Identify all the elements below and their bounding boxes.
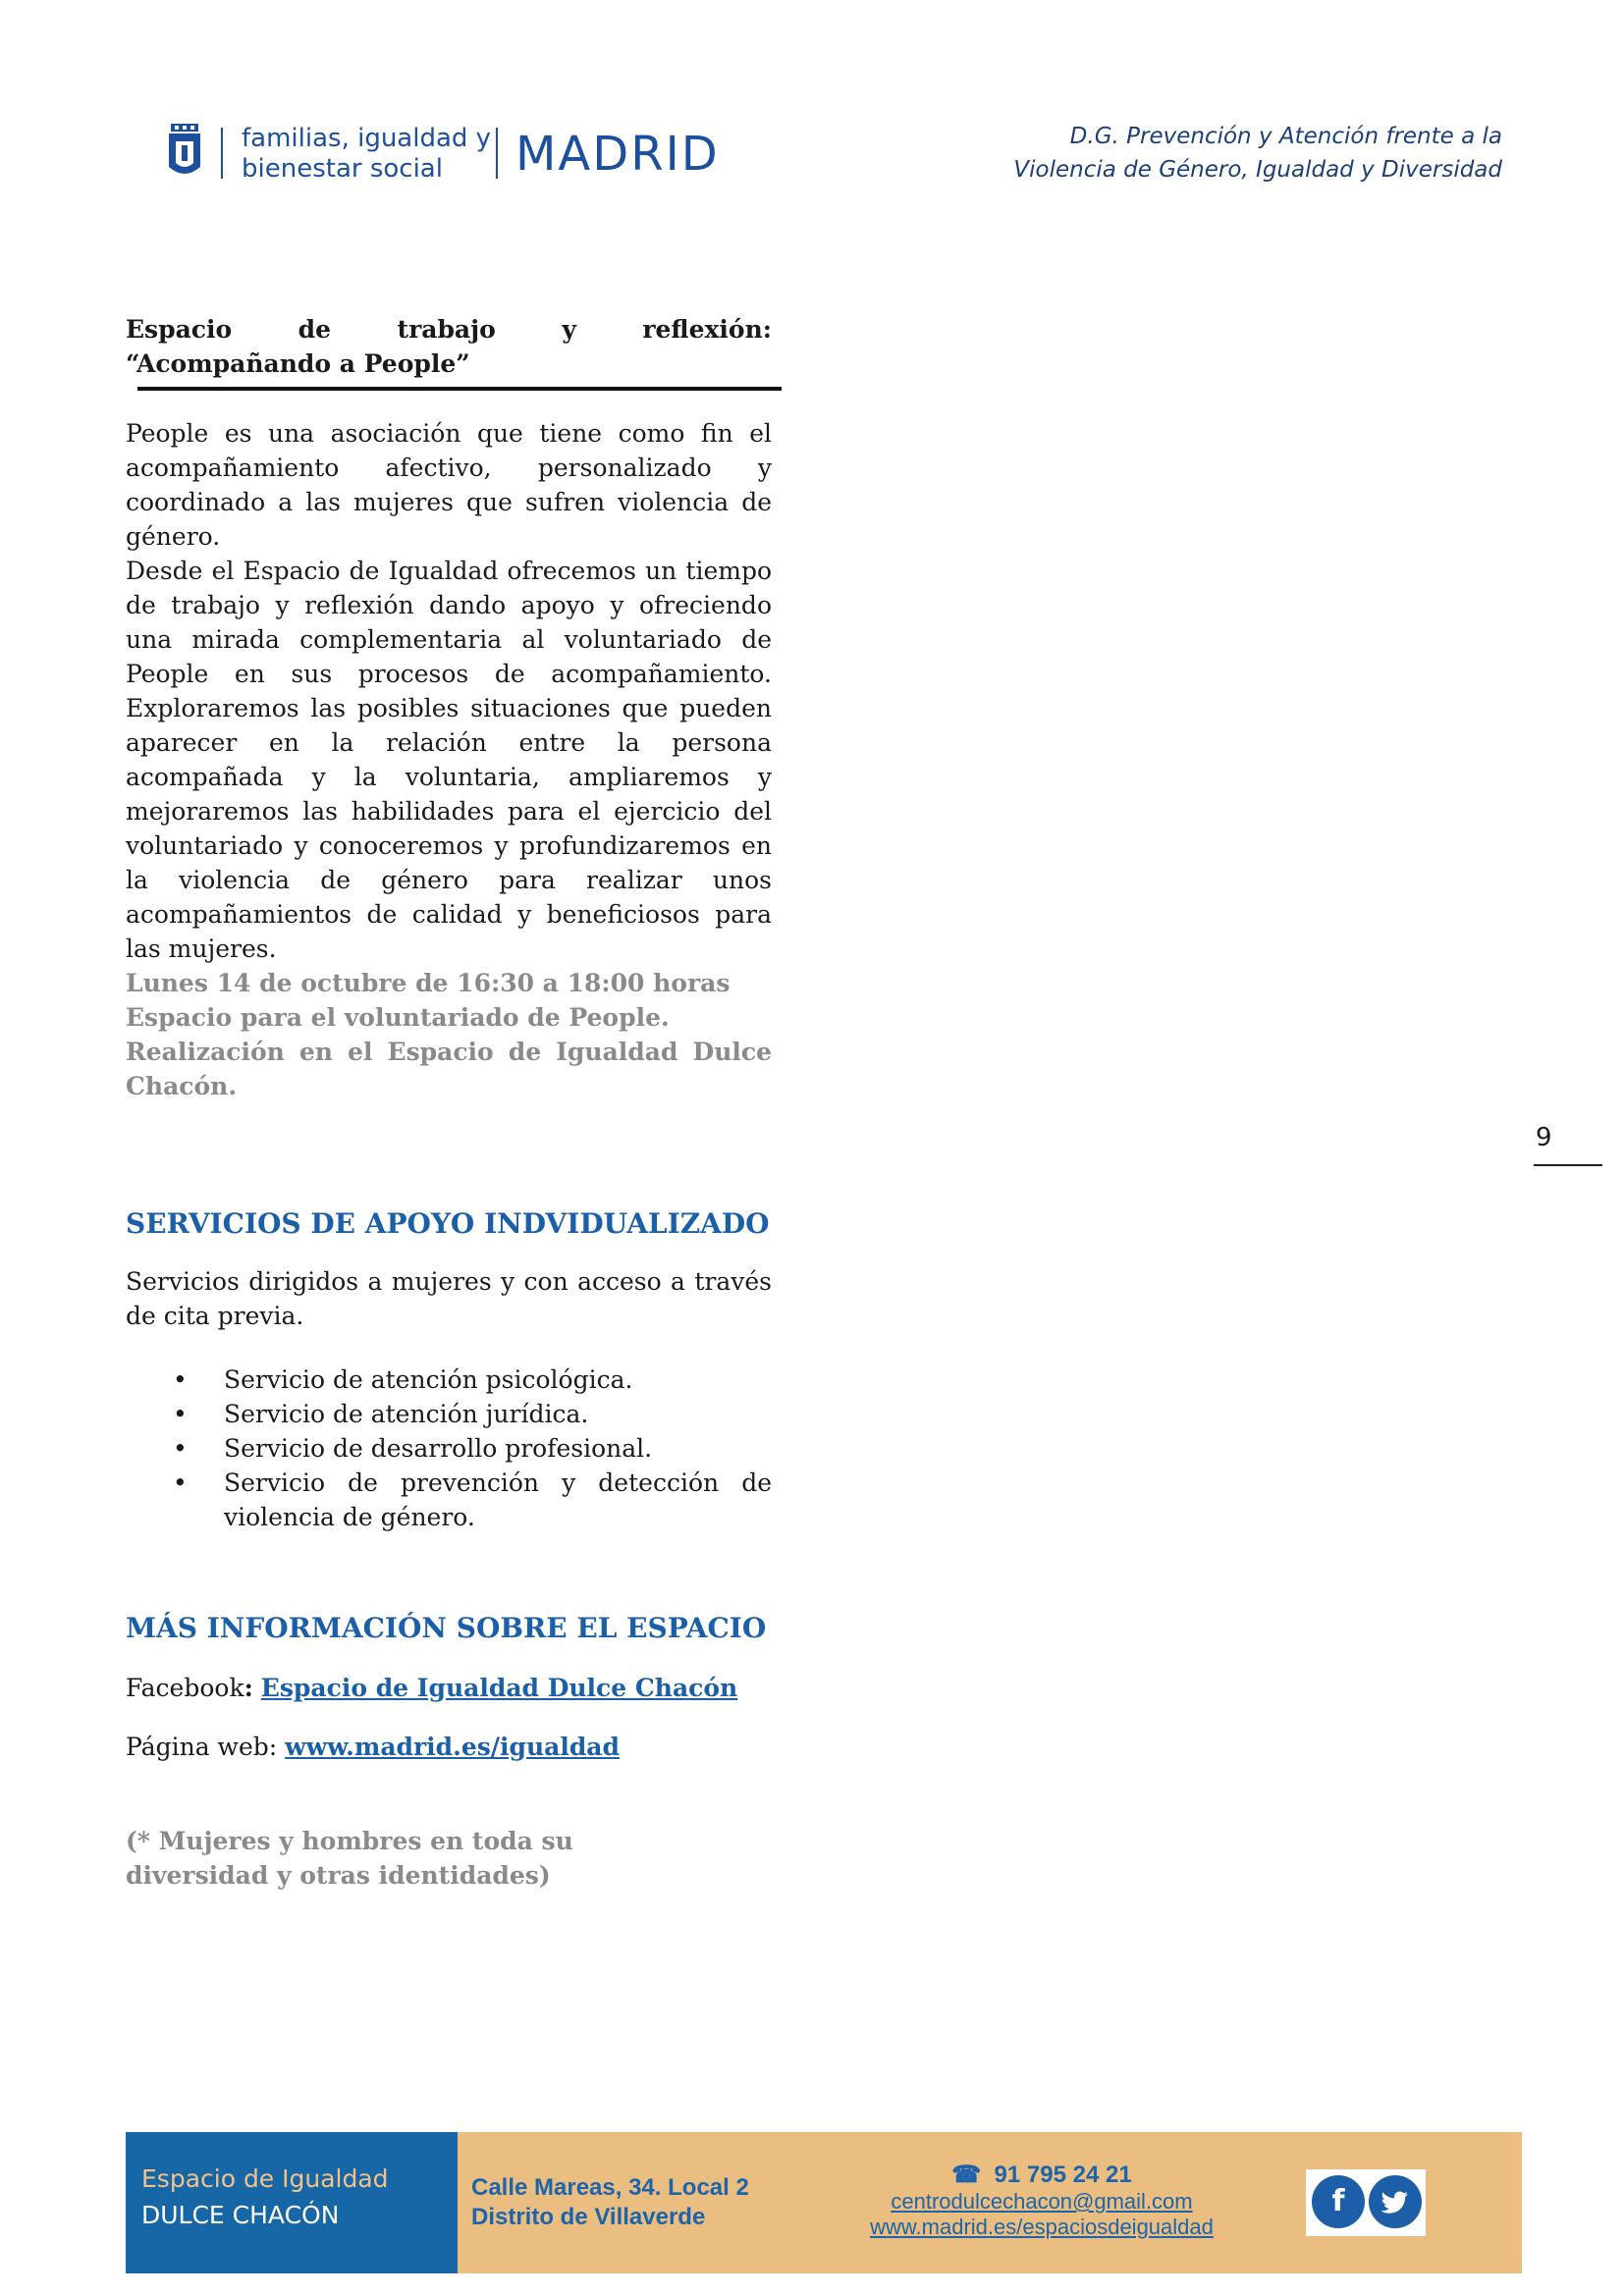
- footer-address-line2: Distrito de Villaverde: [471, 2204, 706, 2230]
- logo-city-name: MADRID: [515, 127, 720, 182]
- footer-phone: [791, 2162, 1292, 2189]
- footer-address: [458, 2132, 791, 2273]
- organization-name: [1013, 120, 1502, 187]
- logo-department-text: [242, 124, 491, 185]
- facebook-colon: :: [244, 1674, 253, 1702]
- activity-title-line2: “Acompañando a People”: [126, 349, 470, 378]
- title-word: y: [562, 315, 576, 344]
- footer-brand-line1: Espacio de Igualdad: [141, 2164, 389, 2193]
- social-icons: [1306, 2169, 1426, 2236]
- footer-brand: [126, 2132, 458, 2273]
- logo-divider: [496, 128, 498, 179]
- diversity-note: (* Mujeres y hombres en toda su diversidad y otras identidades): [126, 1827, 573, 1890]
- services-intro: Servicios dirigidos a mujeres y con acceso a través de cita previa.: [126, 1267, 772, 1330]
- title-word: trabajo: [397, 315, 496, 344]
- footer-website-link[interactable]: www.madrid.es/espaciosdeigualdad: [870, 2215, 1214, 2239]
- activity-description: [126, 416, 772, 1103]
- facebook-icon[interactable]: f: [1312, 2175, 1365, 2228]
- page-number: 9: [1536, 1123, 1552, 1152]
- activity-audience: Espacio para el voluntariado de People.: [126, 1003, 670, 1032]
- twitter-icon[interactable]: [1369, 2175, 1422, 2228]
- organization-line2: Violencia de Género, Igualdad y Diversidad: [1013, 157, 1502, 183]
- madrid-coat-of-arms-icon: [167, 124, 202, 181]
- website-link[interactable]: www.madrid.es/igualdad: [285, 1733, 620, 1761]
- facebook-row: [126, 1671, 772, 1705]
- list-item: • Servicio de atención psicológica.: [126, 1362, 772, 1397]
- list-item: • Servicio de prevención y detección de violencia de género.: [126, 1466, 772, 1534]
- phone-number: 91 795 24 21: [994, 2162, 1132, 2188]
- services-heading: SERVICIOS DE APOYO INDVIDUALIZADO: [126, 1207, 770, 1240]
- list-item: • Servicio de desarrollo profesional.: [126, 1431, 772, 1466]
- website-label: Página web:: [126, 1733, 286, 1761]
- footer-social: [1292, 2132, 1522, 2273]
- footer-brand-line2: DULCE CHACÓN: [141, 2201, 340, 2229]
- logo-department-line1: familias, igualdad y: [242, 124, 492, 153]
- footer: [126, 2132, 1522, 2273]
- logo-divider: [221, 128, 223, 179]
- activity-location: Realización en el Espacio de Igualdad Dulce Chacón.: [126, 1038, 772, 1100]
- facebook-label: Facebook: [126, 1674, 244, 1702]
- list-item: • Servicio de atención jurídica.: [126, 1397, 772, 1431]
- logo-department-line2: bienestar social: [242, 154, 443, 184]
- activity-schedule: Lunes 14 de octubre de 16:30 a 18:00 horas: [126, 969, 731, 997]
- title-word: de: [298, 315, 332, 344]
- facebook-link[interactable]: Espacio de Igualdad Dulce Chacón: [260, 1674, 738, 1702]
- footer-contact: [791, 2132, 1292, 2273]
- activity-paragraph: Desde el Espacio de Igualdad ofrecemos un tiempo de trabajo y reflexión dando apoyo y ofreciendo una mirada complementaria al voluntariado de People en sus procesos de acompañamiento. Exploraremos las posibles situaciones que pueden aparecer en la relación entre la persona acompañada y la voluntaria, ampliaremos y mejoraremos las habilidades para el ejercicio del voluntariado y conoceremos y profundizaremos en la violencia de género para realizar unos acompañamientos de calidad y beneficiosos para las mujeres.: [126, 557, 772, 963]
- title-word: Espacio: [126, 315, 233, 344]
- activity-title: [126, 312, 772, 381]
- activity-paragraph: People es una asociación que tiene como fin el acompañamiento afectivo, personalizado y coordinado a las mujeres que sufren violencia de género.: [126, 419, 772, 551]
- madrid-logo: [167, 124, 746, 185]
- more-info-heading: MÁS INFORMACIÓN SOBRE EL ESPACIO: [126, 1612, 767, 1644]
- services-list: [126, 1362, 772, 1534]
- footer-email-link[interactable]: centrodulcechacon@gmail.com: [891, 2189, 1193, 2214]
- phone-icon: ☎: [951, 2162, 982, 2188]
- title-word: reflexión:: [642, 315, 772, 344]
- twitter-bird-icon: [1369, 2175, 1422, 2228]
- title-underline: [137, 387, 782, 391]
- website-row: [126, 1730, 772, 1764]
- organization-line1: D.G. Prevención y Atención frente a la: [1069, 124, 1502, 149]
- activity-title-line1: [126, 312, 772, 347]
- footer-address-line1: Calle Mareas, 34. Local 2: [471, 2174, 749, 2201]
- page-number-rule: [1534, 1164, 1602, 1166]
